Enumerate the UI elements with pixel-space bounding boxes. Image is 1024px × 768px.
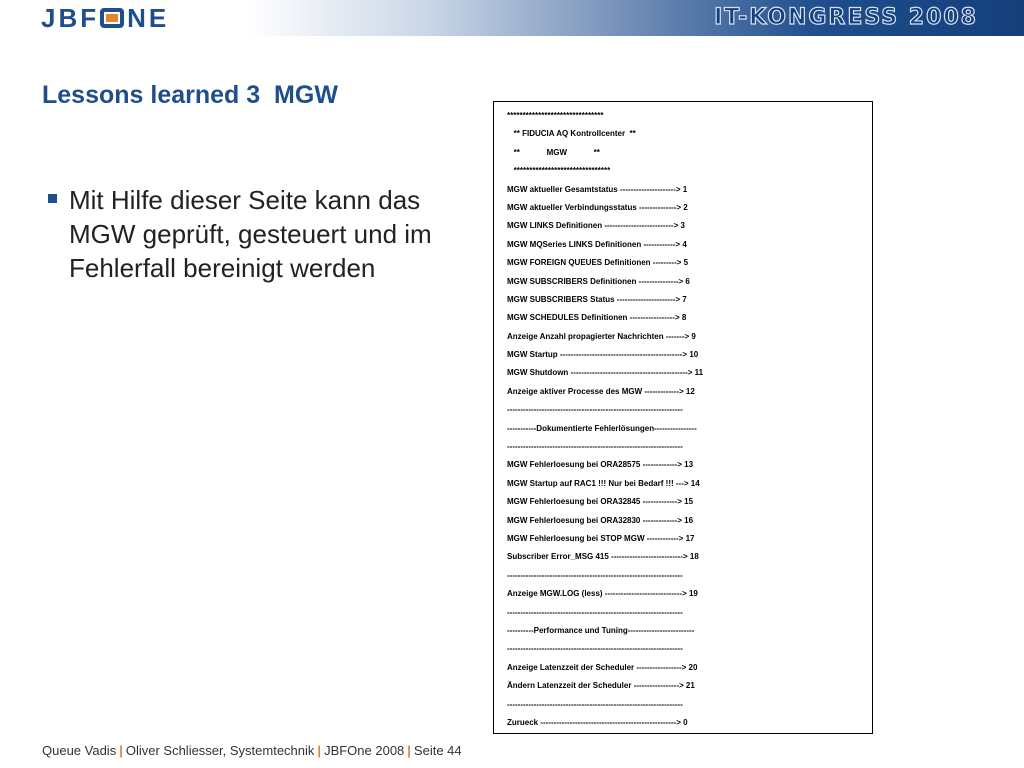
menu-line: ------------------------------------------------------------------	[507, 607, 683, 617]
slide-title: Lessons learned 3 MGW	[42, 81, 338, 109]
menu-line: MGW aktueller Verbindungsstatus --------------> 2	[507, 202, 688, 212]
footer	[42, 743, 462, 759]
menu-line: *******************************	[507, 166, 611, 176]
menu-line: Zurueck ---------------------------------------------------> 0	[507, 717, 688, 727]
menu-line: Anzeige Latenzzeit der Scheduler -----------------> 20	[507, 662, 698, 672]
menu-line: ** MGW **	[507, 147, 600, 157]
menu-line: Subscriber Error_MSG 415 ---------------------------> 18	[507, 552, 699, 562]
menu-line: *******************************	[507, 111, 604, 120]
menu-line: Anzeige Anzahl propagierter Nachrichten -------> 9	[507, 331, 696, 341]
menu-line: MGW Startup ----------------------------------------------> 10	[507, 350, 699, 360]
menu-line: MGW aktueller Gesamtstatus ---------------------> 1	[507, 184, 688, 194]
menu-line: MGW Fehlerloesung bei STOP MGW ------------> 17	[507, 533, 695, 543]
menu-line: ------------------------------------------------------------------	[507, 405, 683, 415]
logo-text-start: JBF	[41, 3, 100, 33]
menu-line: ------------------------------------------------------------------	[507, 442, 683, 452]
footer-presenter: Oliver Schliesser, Systemtechnik	[125, 743, 315, 758]
bullet-text: Mit Hilfe dieser Seite kann das MGW geprüft, gesteuert und im Fehlerfall bereinigt werden	[69, 185, 432, 283]
menu-line: MGW Fehlerloesung bei ORA32845 -------------> 15	[507, 497, 694, 507]
menu-line: ------------------------------------------------------------------	[507, 644, 683, 654]
menu-line: MGW Fehlerloesung bei ORA32830 -------------> 16	[507, 515, 694, 525]
menu-line: ** FIDUCIA AQ Kontrollcenter **	[507, 129, 636, 139]
footer-separator: |	[119, 743, 123, 758]
menu-line: Anzeige aktiver Processe des MGW -------------> 12	[507, 386, 695, 396]
footer-conference: JBFOne 2008	[324, 743, 405, 758]
menu-line: Anzeige MGW.LOG (less) -----------------------------> 19	[507, 589, 698, 599]
menu-line: MGW SUBSCRIBERS Definitionen ---------------> 6	[507, 276, 690, 286]
footer-separator: |	[317, 743, 322, 758]
menu-line: MGW MQSeries LINKS Definitionen ------------> 4	[507, 239, 687, 249]
jbfone-logo	[41, 5, 169, 31]
menu-line: MGW Fehlerloesung bei ORA28575 -------------> 13	[507, 460, 694, 470]
footer-separator: |	[407, 743, 411, 758]
menu-line: MGW Startup auf RAC1 !!! Nur bei Bedarf !!! ---> 14	[507, 478, 700, 488]
event-title: IT-KONGRESS 2008	[714, 5, 978, 30]
logo-text-end: NE	[127, 3, 170, 33]
menu-line: ------------------------------------------------------------------	[507, 699, 683, 709]
logo-o-mark-icon	[100, 8, 124, 28]
console-menu	[493, 101, 873, 734]
menu-line: MGW SCHEDULES Definitionen -----------------> 8	[507, 313, 687, 323]
menu-line: ----------Performance und Tuning-------------------------	[507, 625, 695, 635]
menu-line: MGW FOREIGN QUEUES Definitionen ---------> 5	[507, 258, 689, 268]
footer-event-name: Queue Vadis	[42, 743, 117, 758]
menu-line: ------------------------------------------------------------------	[507, 570, 683, 580]
bullet-item	[48, 183, 448, 285]
menu-line: MGW SUBSCRIBERS Status ----------------------> 7	[507, 294, 687, 304]
bullet-square-icon	[48, 194, 57, 203]
menu-line: -----------Dokumentierte Fehlerlösungen----------------	[507, 423, 697, 433]
menu-line: Ändern Latenzzeit der Scheduler -----------------> 21	[507, 681, 695, 691]
footer-page-number: Seite 44	[413, 743, 462, 758]
menu-line: MGW LINKS Definitionen --------------------------> 3	[507, 221, 685, 231]
menu-line: MGW Shutdown --------------------------------------------> 11	[507, 368, 704, 378]
